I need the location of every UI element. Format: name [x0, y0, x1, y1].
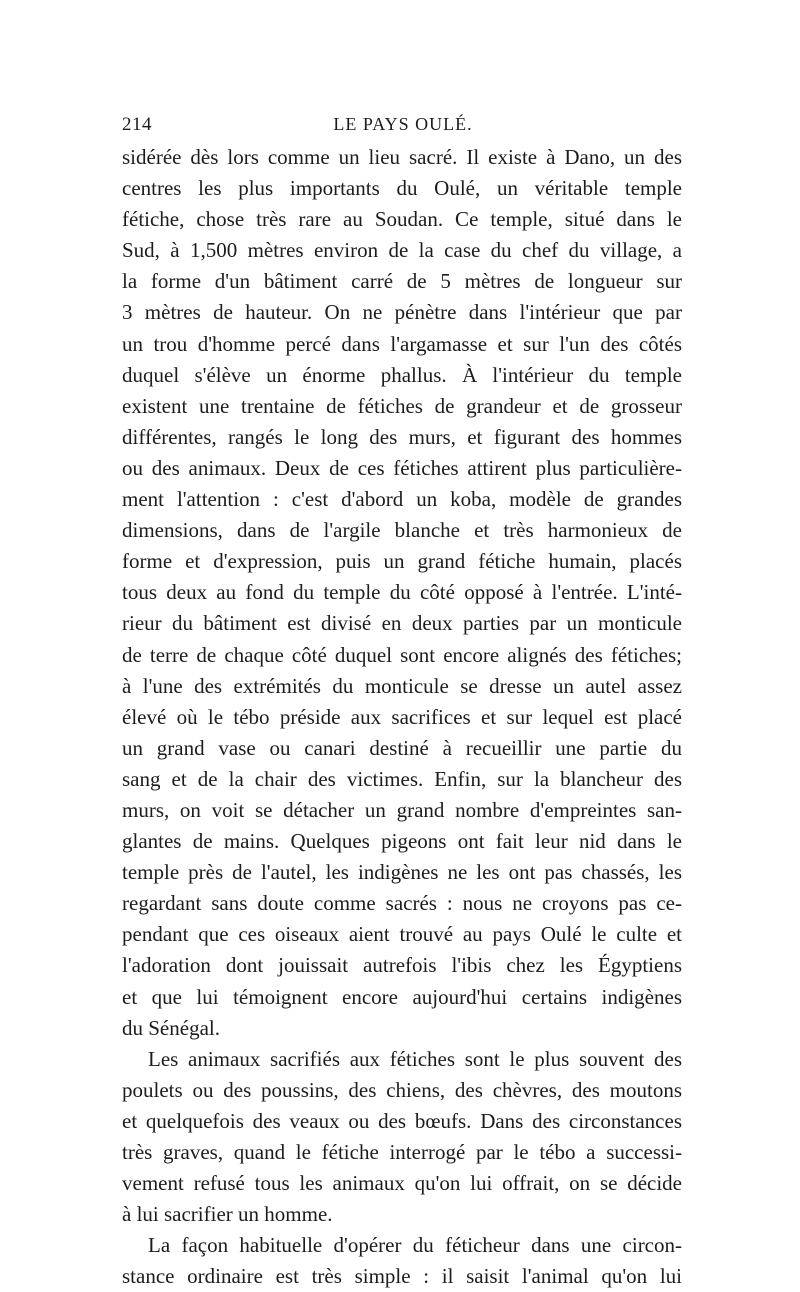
page-header — [122, 114, 684, 144]
text-line: tous deux au fond du temple du côté opposé à l'entrée. L'inté- — [122, 580, 682, 605]
text-line: existent une trentaine de fétiches de grandeur et de grosseur — [122, 393, 682, 418]
text-line: vement refusé tous les animaux qu'on lui offrait, on se décide — [122, 1171, 682, 1196]
text-line: à l'une des extrémités du monticule se dresse un autel assez — [122, 673, 682, 698]
text-line: regardant sans doute comme sacrés : nous ne croyons pas ce- — [122, 891, 682, 916]
text-line: de terre de chaque côté duquel sont encore alignés des fétiches; — [122, 642, 682, 667]
text-line: l'adoration dont jouissait autrefois l'ibis chez les Égyptiens — [122, 953, 682, 978]
text-line: Sud, à 1,500 mètres environ de la case du chef du village, a — [122, 238, 682, 263]
text-line: glantes de mains. Quelques pigeons ont fait leur nid dans le — [122, 829, 682, 854]
text-line: du Sénégal. — [122, 1015, 220, 1040]
text-line: pendant que ces oiseaux aient trouvé au pays Oulé le culte et — [122, 922, 682, 947]
text-line: différentes, rangés le long des murs, et figurant des hommes — [122, 424, 682, 449]
text-line: sang et de la chair des victimes. Enfin, sur la blancheur des — [122, 766, 682, 791]
text-line: Les animaux sacrifiés aux fétiches sont le plus souvent des — [148, 1046, 682, 1071]
text-line: 3 mètres de hauteur. On ne pénètre dans l'intérieur que par — [122, 300, 682, 325]
body-text — [122, 142, 682, 1292]
text-line: élevé où le tébo préside aux sacrifices et sur lequel est placé — [122, 704, 682, 729]
text-line: duquel s'élève un énorme phallus. À l'intérieur du temple — [122, 362, 682, 387]
running-title: LE PAYS OULÉ. — [333, 114, 473, 134]
text-line: stance ordinaire est très simple : il saisit l'animal qu'on lui — [122, 1264, 682, 1289]
text-line: centres les plus importants du Oulé, un véritable temple — [122, 176, 682, 201]
text-line: temple près de l'autel, les indigènes ne les ont pas chassés, les — [122, 860, 682, 885]
text-line: un grand vase ou canari destiné à recueillir une partie du — [122, 735, 682, 760]
text-line: et que lui témoignent encore aujourd'hui certains indigènes — [122, 984, 682, 1009]
text-line: poulets ou des poussins, des chiens, des chèvres, des moutons — [122, 1077, 682, 1102]
text-line: murs, on voit se détacher un grand nombre d'empreintes san- — [122, 797, 682, 822]
page-number: 214 — [122, 114, 152, 135]
text-line: et quelquefois des veaux ou des bœufs. Dans des circonstances — [122, 1108, 682, 1133]
text-line: la forme d'un bâtiment carré de 5 mètres de longueur sur — [122, 269, 682, 294]
text-line: à lui sacrifier un homme. — [122, 1202, 333, 1227]
text-line: sidérée dès lors comme un lieu sacré. Il existe à Dano, un des — [122, 145, 682, 169]
text-line: un trou d'homme percé dans l'argamasse et sur l'un des côtés — [122, 331, 682, 356]
text-line: rieur du bâtiment est divisé en deux parties par un monticule — [122, 611, 682, 636]
text-line: La façon habituelle d'opérer du féticheur dans une circon- — [148, 1233, 682, 1258]
text-line: forme et d'expression, puis un grand fétiche humain, placés — [122, 549, 682, 574]
text-line: très graves, quand le fétiche interrogé par le tébo a successi- — [122, 1140, 682, 1164]
text-line: fétiche, chose très rare au Soudan. Ce temple, situé dans le — [122, 207, 682, 232]
text-line: ou des animaux. Deux de ces fétiches attirent plus particulière- — [122, 455, 682, 480]
text-line: ment l'attention : c'est d'abord un koba, modèle de grandes — [122, 487, 682, 512]
text-line: dimensions, dans de l'argile blanche et très harmonieux de — [122, 518, 682, 543]
